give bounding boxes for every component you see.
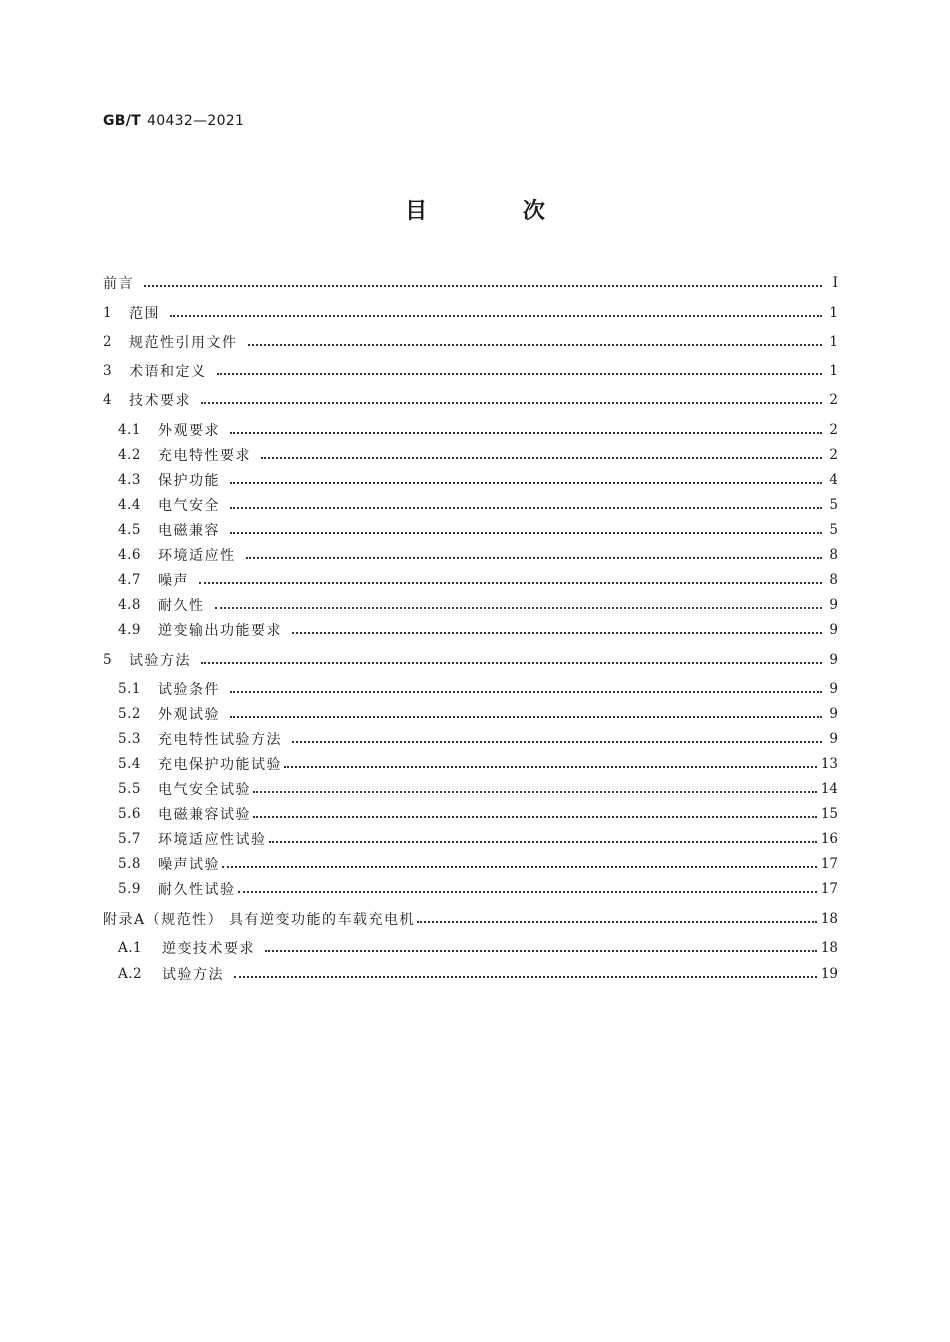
toc-entry-5-8[interactable] <box>118 851 838 877</box>
toc-entry-page: Ⅰ <box>832 275 838 291</box>
toc-entry-title: 逆变技术要求 <box>162 941 255 957</box>
toc-leader-dots <box>230 481 822 484</box>
toc-entry-title: 试验条件 <box>158 682 220 698</box>
toc-entry-number: 1 <box>103 305 113 321</box>
toc-entry-number: 5.3 <box>118 731 141 747</box>
toc-leader-dots <box>222 865 817 868</box>
toc-entry-page: 15 <box>820 806 838 822</box>
toc-leader-dots <box>215 606 823 609</box>
toc-entry-page: 9 <box>829 731 838 747</box>
toc-leader-dots <box>261 456 822 459</box>
toc-entry-number: 4.2 <box>118 447 141 463</box>
toc-entry-3[interactable] <box>103 358 838 384</box>
toc-entry-number: 5.8 <box>118 856 141 872</box>
toc-entry-title: 电气安全 <box>158 498 220 514</box>
toc-leader-dots <box>417 920 817 923</box>
toc-entry-4-7[interactable] <box>118 567 838 593</box>
toc-leader-dots <box>253 790 817 793</box>
toc-entry-number: 5 <box>103 652 113 668</box>
toc-entry-title: 环境适应性 <box>158 548 236 564</box>
toc-entry-5[interactable] <box>103 647 838 673</box>
toc-entry-page: 17 <box>820 856 838 872</box>
toc-entry-page: 9 <box>829 706 838 722</box>
toc-entry-title: 技术要求 <box>129 393 191 409</box>
toc-entry-number: 4.6 <box>118 547 141 563</box>
toc-entry-page: 2 <box>829 447 838 463</box>
toc-entry-5-1[interactable] <box>118 676 838 702</box>
page-title: 目 次 <box>405 199 589 224</box>
toc-leader-dots <box>230 715 822 718</box>
toc-entry-4-9[interactable] <box>118 617 838 643</box>
toc-entry-page: 13 <box>820 756 838 772</box>
toc-entry-page: 9 <box>829 652 838 668</box>
toc-entry-title: 术语和定义 <box>129 364 207 380</box>
toc-entry-foreword[interactable] <box>103 270 838 296</box>
toc-entry-page: 16 <box>820 831 838 847</box>
toc-entry-4-2[interactable] <box>118 442 838 468</box>
toc-entry-5-4[interactable] <box>118 751 838 777</box>
toc-leader-dots <box>253 815 817 818</box>
toc-entry-a-2[interactable] <box>118 961 838 987</box>
toc-entry-number: 5.9 <box>118 881 141 897</box>
toc-entry-appendix-a[interactable] <box>103 906 838 932</box>
toc-entry-page: 9 <box>829 681 838 697</box>
toc-entry-title: 外观试验 <box>158 707 220 723</box>
toc-entry-title: 外观要求 <box>158 423 220 439</box>
toc-entry-number: 5.6 <box>118 806 141 822</box>
toc-entry-title: 电磁兼容试验 <box>158 807 251 823</box>
toc-entry-page: 5 <box>829 522 838 538</box>
toc-entry-4-8[interactable] <box>118 592 838 618</box>
toc-entry-page: 17 <box>820 881 838 897</box>
toc-entry-4-4[interactable] <box>118 492 838 518</box>
toc-entry-title: 附录A（规范性） 具有逆变功能的车载充电机 <box>103 912 416 928</box>
toc-entry-page: 4 <box>829 472 838 488</box>
toc-entry-number: 5.4 <box>118 756 141 772</box>
toc-leader-dots <box>201 401 822 404</box>
toc-leader-dots <box>246 556 823 559</box>
toc-entry-title: 噪声 <box>158 573 189 589</box>
toc-entry-page: 1 <box>829 363 838 379</box>
toc-entry-number: 4.8 <box>118 597 141 613</box>
toc-leader-dots <box>199 581 822 584</box>
toc-entry-number: 5.1 <box>118 681 141 697</box>
toc-entry-number: 5.2 <box>118 706 141 722</box>
toc-entry-page: 2 <box>829 392 838 408</box>
toc-entry-number: 4.5 <box>118 522 141 538</box>
toc-leader-dots <box>265 949 817 952</box>
toc-entry-title: 电气安全试验 <box>158 782 251 798</box>
toc-entry-4-5[interactable] <box>118 517 838 543</box>
toc-entry-title: 噪声试验 <box>158 857 220 873</box>
toc-entry-1[interactable] <box>103 300 838 326</box>
toc-leader-dots <box>230 531 822 534</box>
toc-entry-title: 充电特性要求 <box>158 448 251 464</box>
toc-entry-5-2[interactable] <box>118 701 838 727</box>
toc-entry-number: A.1 <box>118 940 143 956</box>
toc-leader-dots <box>230 506 822 509</box>
toc-entry-number: 2 <box>103 334 113 350</box>
toc-entry-page: 18 <box>820 940 838 956</box>
toc-entry-page: 5 <box>829 497 838 513</box>
toc-entry-number: 4.3 <box>118 472 141 488</box>
toc-entry-number: 5.5 <box>118 781 141 797</box>
toc-entry-page: 8 <box>829 572 838 588</box>
toc-entry-title: 范围 <box>129 306 160 322</box>
toc-entry-title: 规范性引用文件 <box>129 335 238 351</box>
toc-leader-dots <box>170 314 822 317</box>
toc-entry-title: 充电特性试验方法 <box>158 732 282 748</box>
toc-entry-title: 耐久性试验 <box>158 882 236 898</box>
toc-entry-4-6[interactable] <box>118 542 838 568</box>
toc-entry-number: 4.7 <box>118 572 141 588</box>
toc-entry-page: 19 <box>820 966 838 982</box>
toc-entry-2[interactable] <box>103 329 838 355</box>
toc-entry-5-7[interactable] <box>118 826 838 852</box>
toc-leader-dots <box>284 765 817 768</box>
toc-entry-title: 试验方法 <box>129 653 191 669</box>
toc-entry-5-6[interactable] <box>118 801 838 827</box>
toc-leader-dots <box>292 740 822 743</box>
toc-leader-dots <box>201 661 822 664</box>
toc-entry-page: 8 <box>829 547 838 563</box>
toc-entry-a-1[interactable] <box>118 935 838 961</box>
standard-number <box>103 113 244 129</box>
toc-leader-dots <box>269 840 817 843</box>
toc-entry-number: 4.4 <box>118 497 141 513</box>
toc-entry-title: 电磁兼容 <box>158 523 220 539</box>
standard-code: 40432—2021 <box>147 113 245 129</box>
toc-entry-page: 18 <box>820 911 838 927</box>
toc-entry-number: A.2 <box>118 966 143 982</box>
toc-leader-dots <box>144 284 822 287</box>
toc-entry-title: 充电保护功能试验 <box>158 757 282 773</box>
toc-leader-dots <box>230 431 822 434</box>
toc-entry-number: 4.1 <box>118 422 141 438</box>
toc-entry-page: 1 <box>829 334 838 350</box>
toc-entry-number: 4.9 <box>118 622 141 638</box>
toc-entry-4-1[interactable] <box>118 417 838 443</box>
toc-entry-5-3[interactable] <box>118 726 838 752</box>
toc-entry-page: 9 <box>829 622 838 638</box>
toc-entry-page: 1 <box>829 305 838 321</box>
toc-entry-number: 5.7 <box>118 831 141 847</box>
toc-entry-title: 逆变输出功能要求 <box>158 623 282 639</box>
toc-entry-4-3[interactable] <box>118 467 838 493</box>
toc-leader-dots <box>248 343 823 346</box>
toc-entry-title: 保护功能 <box>158 473 220 489</box>
standard-prefix: GB/T <box>103 113 142 129</box>
toc-entry-title: 环境适应性试验 <box>158 832 267 848</box>
toc-entry-page: 9 <box>829 597 838 613</box>
toc-entry-title: 前言 <box>103 276 134 292</box>
toc-entry-4[interactable] <box>103 387 838 413</box>
toc-entry-5-5[interactable] <box>118 776 838 802</box>
toc-leader-dots <box>292 631 822 634</box>
toc-leader-dots <box>230 690 822 693</box>
toc-leader-dots <box>234 975 817 978</box>
toc-entry-title: 试验方法 <box>162 967 224 983</box>
toc-entry-number: 4 <box>103 392 113 408</box>
toc-entry-5-9[interactable] <box>118 876 838 902</box>
toc-leader-dots <box>238 890 817 893</box>
toc-entry-page: 14 <box>820 781 838 797</box>
toc-entry-title: 耐久性 <box>158 598 205 614</box>
toc-leader-dots <box>217 372 823 375</box>
toc-entry-number: 3 <box>103 363 113 379</box>
toc-entry-page: 2 <box>829 422 838 438</box>
